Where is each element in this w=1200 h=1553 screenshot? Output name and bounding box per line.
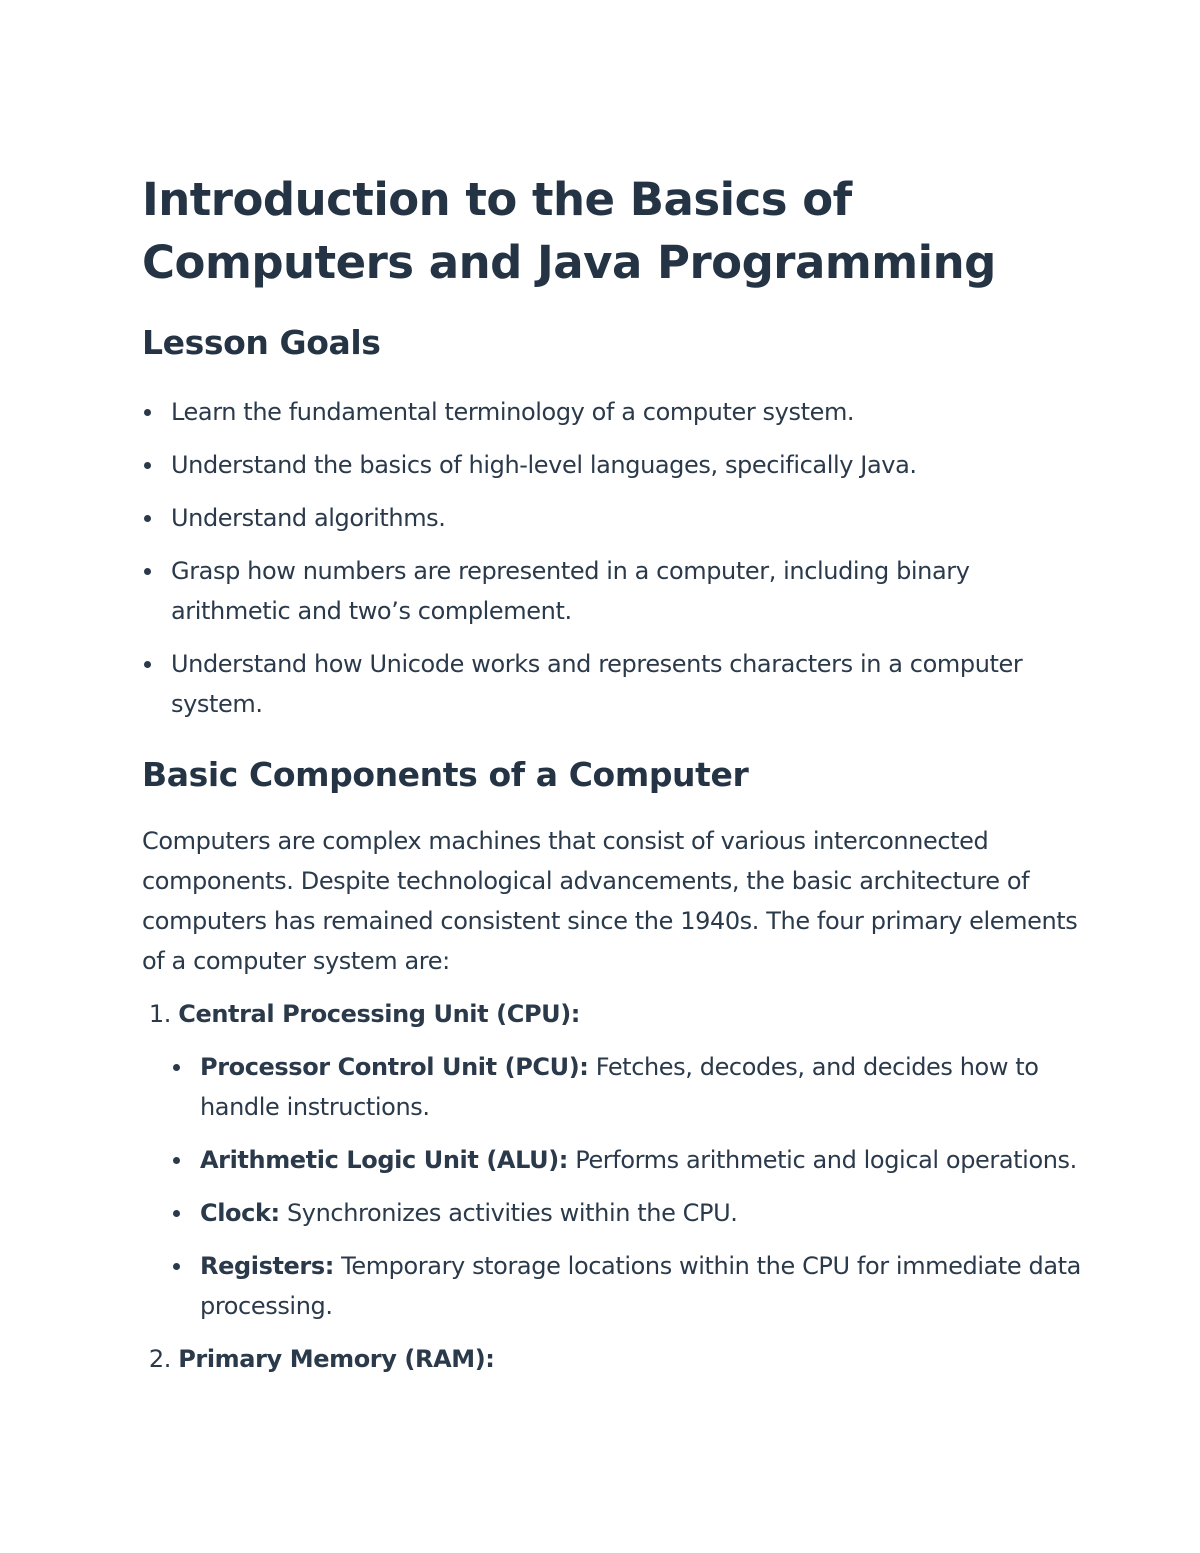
definition: Performs arithmetic and logical operations. xyxy=(568,1146,1077,1174)
sublist-item xyxy=(171,1047,1082,1127)
components-intro-paragraph: Computers are complex machines that consist of various interconnected components. Despite technological advancements, the basic architecture of computers has remained consistent since the 1940s. The four primary elements of a computer system are: xyxy=(142,827,1078,975)
section-heading-basic-components: Basic Components of a Computer xyxy=(142,755,749,794)
components-list xyxy=(142,994,1082,1379)
definition: Temporary storage locations within the CPU for immediate data processing. xyxy=(200,1252,1081,1320)
list-item-label: Central Processing Unit (CPU): xyxy=(178,1000,580,1028)
definition: Fetches, decodes, and decides how to handle instructions. xyxy=(200,1053,1039,1121)
list-item-cpu xyxy=(142,994,1082,1326)
definition: Synchronizes activities within the CPU. xyxy=(279,1199,738,1227)
document-page xyxy=(142,168,1082,1392)
section-heading-lesson-goals: Lesson Goals xyxy=(142,323,381,362)
list-number: 1. xyxy=(148,1000,171,1028)
lesson-goals-list xyxy=(142,392,1082,724)
term: Arithmetic Logic Unit (ALU): xyxy=(200,1146,568,1174)
list-item: Learn the fundamental terminology of a computer system. xyxy=(142,392,1082,432)
term: Clock: xyxy=(200,1199,280,1227)
page-title: Introduction to the Basics of Computers and Java Programming xyxy=(142,173,996,289)
list-item: Understand the basics of high-level languages, specifically Java. xyxy=(142,445,1082,485)
sublist-item xyxy=(171,1246,1082,1326)
sublist-item xyxy=(171,1140,1082,1180)
term: Registers: xyxy=(200,1252,334,1280)
list-number: 2. xyxy=(148,1345,171,1373)
term: Processor Control Unit (PCU): xyxy=(200,1053,589,1081)
list-item: Understand algorithms. xyxy=(142,498,1082,538)
list-item-label: Primary Memory (RAM): xyxy=(178,1345,495,1373)
cpu-sublist xyxy=(171,1047,1082,1326)
sublist-item xyxy=(171,1193,1082,1233)
list-item: Understand how Unicode works and represents characters in a computer system. xyxy=(142,644,1082,724)
list-item-ram xyxy=(142,1339,1082,1379)
list-item: Grasp how numbers are represented in a computer, including binary arithmetic and two’s complement. xyxy=(142,551,1082,631)
